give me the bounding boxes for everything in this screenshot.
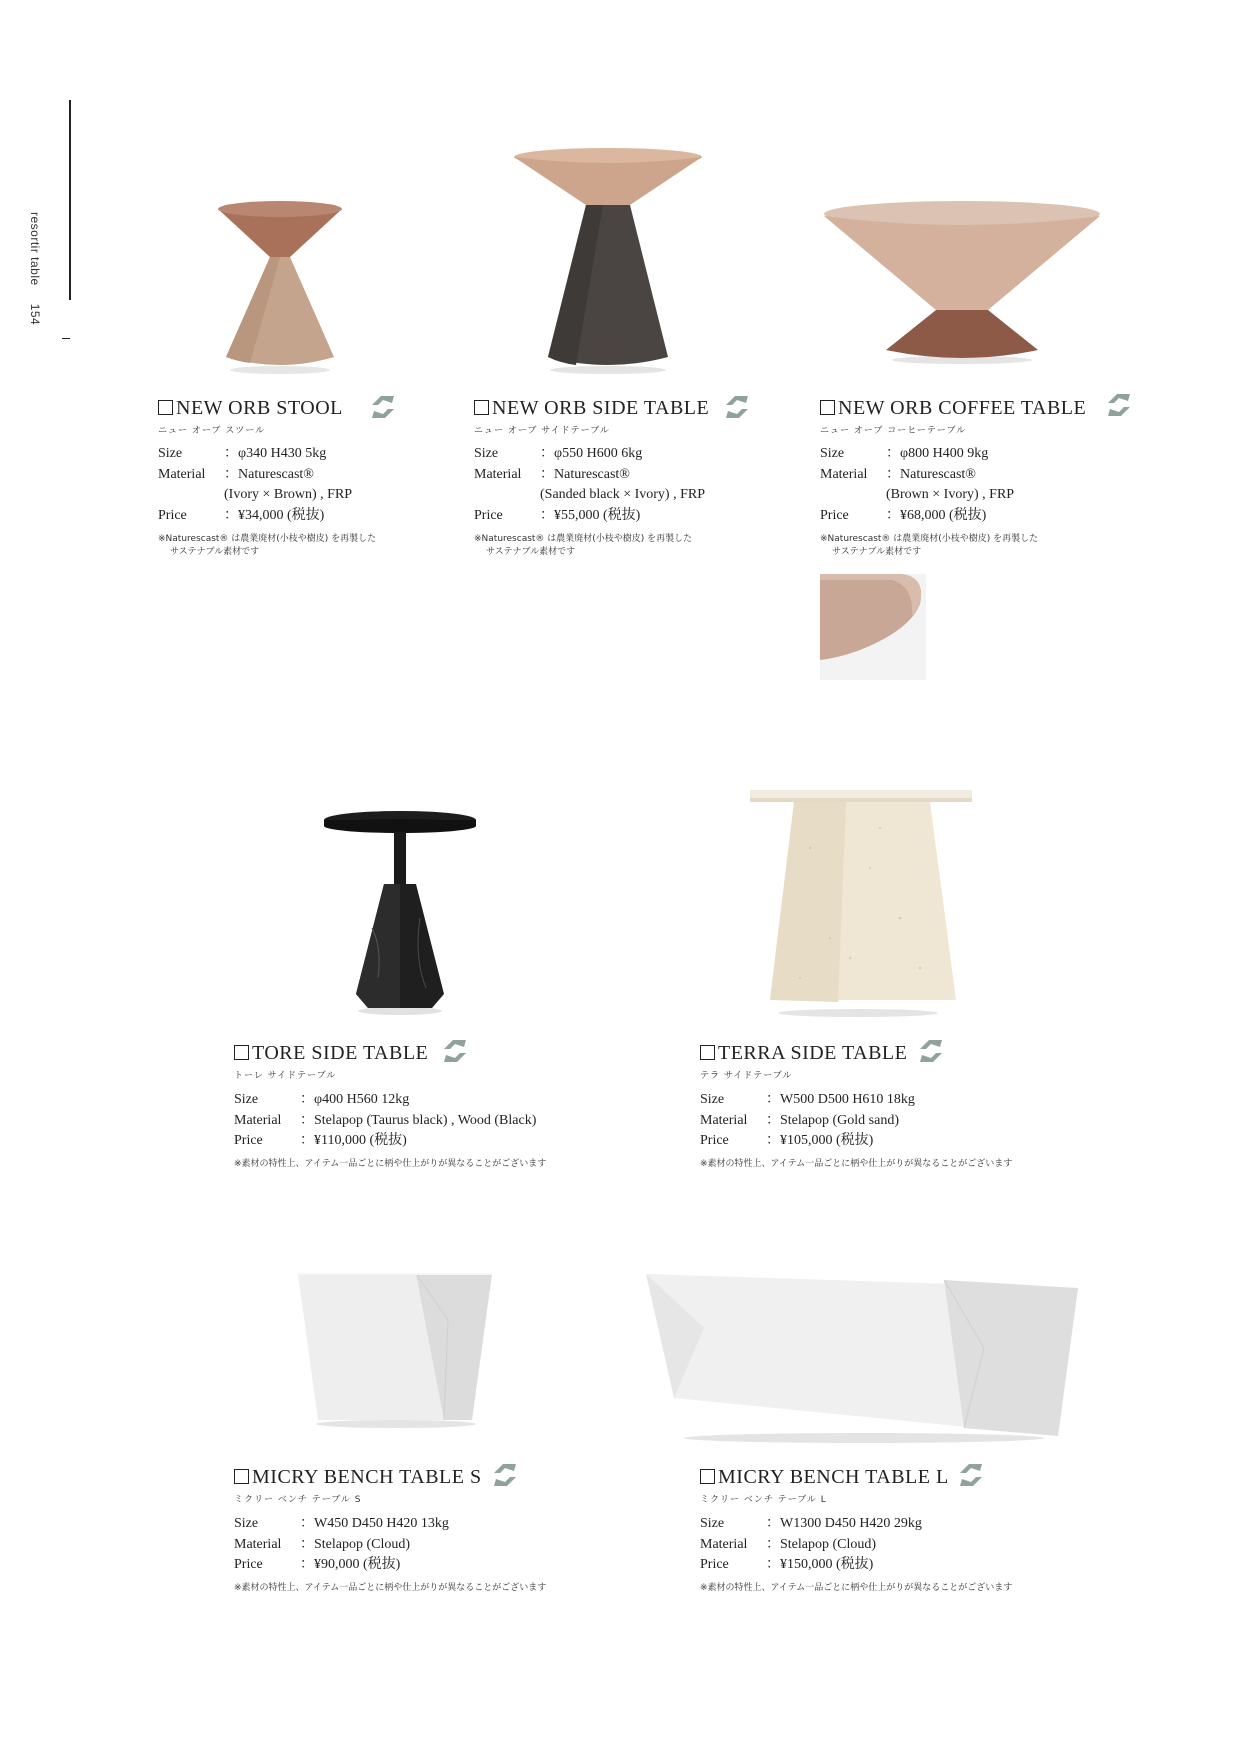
product-spec: Size ：W450 D450 H420 13kg Material ：Stelapop (Cloud) Price ：¥90,000 (税抜)	[234, 1516, 449, 1572]
product-note: ※Naturescast® は農業廃材(小枝や樹皮) を再製した サステナブル素材です	[158, 534, 377, 557]
collection-arrows-icon	[490, 1460, 520, 1490]
product-title: TERRA SIDE TABLE	[700, 1042, 907, 1065]
product-spec: Size ：W500 D500 H610 18kg Material ：Stelapop (Gold sand) Price ：¥105,000 (税抜)	[700, 1092, 915, 1148]
product-title: NEW ORB STOOL	[158, 397, 343, 420]
product-kana: トーレ サイドテーブル	[234, 1071, 337, 1081]
product-kana: ニュー オーブ スツール	[158, 426, 266, 436]
checkbox-icon	[234, 1469, 249, 1484]
product-note: ※素材の特性上、アイテム一品ごとに柄や仕上がりが異なることがございます	[700, 1159, 1013, 1169]
page-number: 154	[28, 303, 42, 326]
checkbox-icon	[234, 1045, 249, 1060]
tore-side-table-photo	[322, 808, 482, 1018]
sidebar-tick	[62, 338, 70, 339]
product-kana: テラ サイドテーブル	[700, 1071, 793, 1081]
sidebar-rule	[69, 100, 71, 300]
product-note: ※素材の特性上、アイテム一品ごとに柄や仕上がりが異なることがございます	[234, 1159, 547, 1169]
product-spec: Size ：W1300 D450 H420 29kg Material ：Stelapop (Cloud) Price ：¥150,000 (税抜)	[700, 1516, 922, 1572]
terra-side-table-photo	[750, 788, 975, 1018]
checkbox-icon	[158, 400, 173, 415]
collection-arrows-icon	[440, 1036, 470, 1066]
product-spec: Size ：φ400 H560 12kg Material ：Stelapop (Taurus black) , Wood (Black) Price ：¥110,000 (税抜)	[234, 1092, 537, 1148]
product-kana: ミクリー ベンチ テーブル L	[700, 1495, 827, 1505]
sidebar-label	[28, 212, 42, 325]
product-spec: Size ：φ340 H430 5kg Material ：Naturescast® (Ivory × Brown) , FRP Price ：¥34,000 (税抜)	[158, 446, 353, 523]
new-orb-stool-photo	[210, 195, 350, 375]
product-kana: ミクリー ベンチ テーブル S	[234, 1495, 362, 1505]
product-note: ※素材の特性上、アイテム一品ごとに柄や仕上がりが異なることがございます	[234, 1583, 547, 1593]
micry-bench-table-l-photo	[644, 1268, 1080, 1448]
collection-arrows-icon	[368, 392, 398, 422]
collection-arrows-icon	[956, 1460, 986, 1490]
checkbox-icon	[474, 400, 489, 415]
product-title: NEW ORB COFFEE TABLE	[820, 397, 1086, 420]
product-title: TORE SIDE TABLE	[234, 1042, 428, 1065]
product-kana: ニュー オーブ コーヒーテーブル	[820, 426, 967, 436]
product-spec: Size ：φ550 H600 6kg Material ：Naturescast® (Sanded black × Ivory) , FRP Price ：¥55,000 (税抜)	[474, 446, 705, 523]
product-kana: ニュー オーブ サイドテーブル	[474, 426, 610, 436]
micry-bench-table-s-photo	[296, 1270, 496, 1430]
product-spec: Size ：φ800 H400 9kg Material ：Naturescast® (Brown × Ivory) , FRP Price ：¥68,000 (税抜)	[820, 446, 1015, 523]
product-note: ※素材の特性上、アイテム一品ごとに柄や仕上がりが異なることがございます	[700, 1583, 1013, 1593]
product-title: MICRY BENCH TABLE S	[234, 1466, 482, 1489]
product-title: MICRY BENCH TABLE L	[700, 1466, 949, 1489]
collection-arrows-icon	[1104, 390, 1134, 420]
product-note: ※Naturescast® は農業廃材(小枝や樹皮) を再製した サステナブル素材です	[474, 534, 693, 557]
product-note: ※Naturescast® は農業廃材(小枝や樹皮) を再製した サステナブル素材です	[820, 534, 1039, 557]
collection-arrows-icon	[722, 392, 752, 422]
new-orb-side-table-photo	[508, 145, 708, 375]
checkbox-icon	[700, 1045, 715, 1060]
checkbox-icon	[700, 1469, 715, 1484]
new-orb-coffee-table-photo	[820, 200, 1105, 365]
material-swatch-photo	[820, 574, 926, 680]
collection-arrows-icon	[916, 1036, 946, 1066]
section-name: resortir table	[28, 212, 42, 286]
product-title: NEW ORB SIDE TABLE	[474, 397, 709, 420]
checkbox-icon	[820, 400, 835, 415]
